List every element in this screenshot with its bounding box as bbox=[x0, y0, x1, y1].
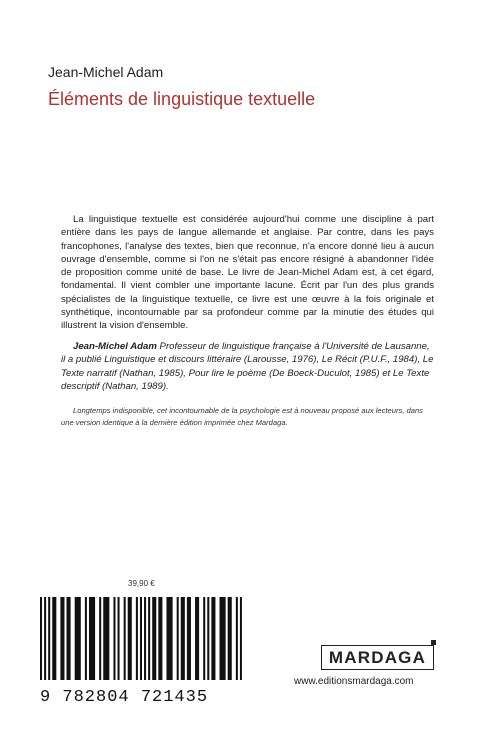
barcode-bar bbox=[75, 597, 81, 680]
barcode-bar bbox=[240, 597, 242, 680]
publisher-website: www.editionsmardaga.com bbox=[294, 676, 414, 687]
isbn-barcode bbox=[40, 597, 244, 680]
barcode-bar bbox=[207, 597, 209, 680]
price-label: 39,90 € bbox=[128, 579, 155, 588]
barcode-bar bbox=[148, 597, 150, 680]
barcode-bar bbox=[85, 597, 87, 680]
barcode-bar bbox=[195, 597, 199, 680]
barcode-bar bbox=[152, 597, 156, 680]
book-title: Éléments de linguistique textuelle bbox=[48, 89, 316, 109]
bio-author-name: Jean-Michel Adam bbox=[73, 341, 157, 352]
barcode-bar bbox=[220, 597, 226, 680]
barcode-bar bbox=[103, 597, 109, 680]
barcode-bar bbox=[158, 597, 162, 680]
publisher-logo: MARDAGA bbox=[321, 645, 434, 670]
barcode-bar bbox=[211, 597, 215, 680]
barcode-bar bbox=[48, 597, 50, 680]
barcode-bar bbox=[203, 597, 205, 680]
barcode-bar bbox=[236, 597, 238, 680]
barcode-bar bbox=[89, 597, 95, 680]
barcode-bar bbox=[144, 597, 146, 680]
barcode-bar bbox=[140, 597, 142, 680]
barcode-bar bbox=[99, 597, 101, 680]
edition-note: Longtemps indisponible, cet incontournable de la psychologie est à nouveau proposé aux lecteurs, dans une version identique à la dernière édition imprimée chez Mardaga. bbox=[61, 406, 423, 427]
barcode-bar bbox=[187, 597, 191, 680]
author-name: Jean-Michel Adam bbox=[48, 64, 164, 80]
description-paragraph: La linguistique textuelle est considérée aujourd'hui comme une discipline à part entière dans les pays de langue allemande et anglaise. Par contre, dans les pays francophones, l'analyse des textes, bien que reconnue, n'a encore donné lieu à aucun ouvrage d'ensemble, comme si l'on ne s'était pas encore résigné à abandonner l'idée de proposition comme unité de base. Le livre de Jean-Michel Adam est, à cet égard, fondamental. Il vient combler une importante lacune. Écrit par l'un des plus grands spécialistes de la linguistique textuelle, ce livre est une œuvre à la fois originale et synthétique, incontournable par sa profondeur comme par la minutie des études qui illustrent la vision d'ensemble. bbox=[61, 214, 434, 332]
barcode-bar bbox=[60, 597, 64, 680]
barcode-bar bbox=[128, 597, 132, 680]
barcode-bar bbox=[52, 597, 56, 680]
barcode-bar bbox=[136, 597, 138, 680]
isbn-number: 9 782804 721435 bbox=[40, 688, 209, 707]
publisher-logo-dot bbox=[431, 640, 436, 645]
barcode-bar bbox=[228, 597, 232, 680]
description-block bbox=[61, 213, 434, 333]
barcode-bar bbox=[166, 597, 172, 680]
barcode-bar bbox=[177, 597, 179, 680]
bio-text: Professeur de linguistique française à l'Université de Lausanne, il a publié Linguistique et discours littéraire (Larousse, 1976), Le Récit (P.U.F., 1984), Le Texte narratif (Nathan, 1985), Pour lire le poème (De Boeck-Duculot, 1985) et Le Texte descriptif (Nathan, 1989). bbox=[61, 341, 434, 392]
barcode-bar bbox=[181, 597, 185, 680]
barcode-bar bbox=[124, 597, 126, 680]
barcode-bar bbox=[44, 597, 46, 680]
barcode-bar bbox=[40, 597, 42, 680]
barcode-bar bbox=[113, 597, 115, 680]
barcode-bar bbox=[118, 597, 120, 680]
barcode-bar bbox=[67, 597, 71, 680]
author-bio bbox=[61, 340, 434, 393]
